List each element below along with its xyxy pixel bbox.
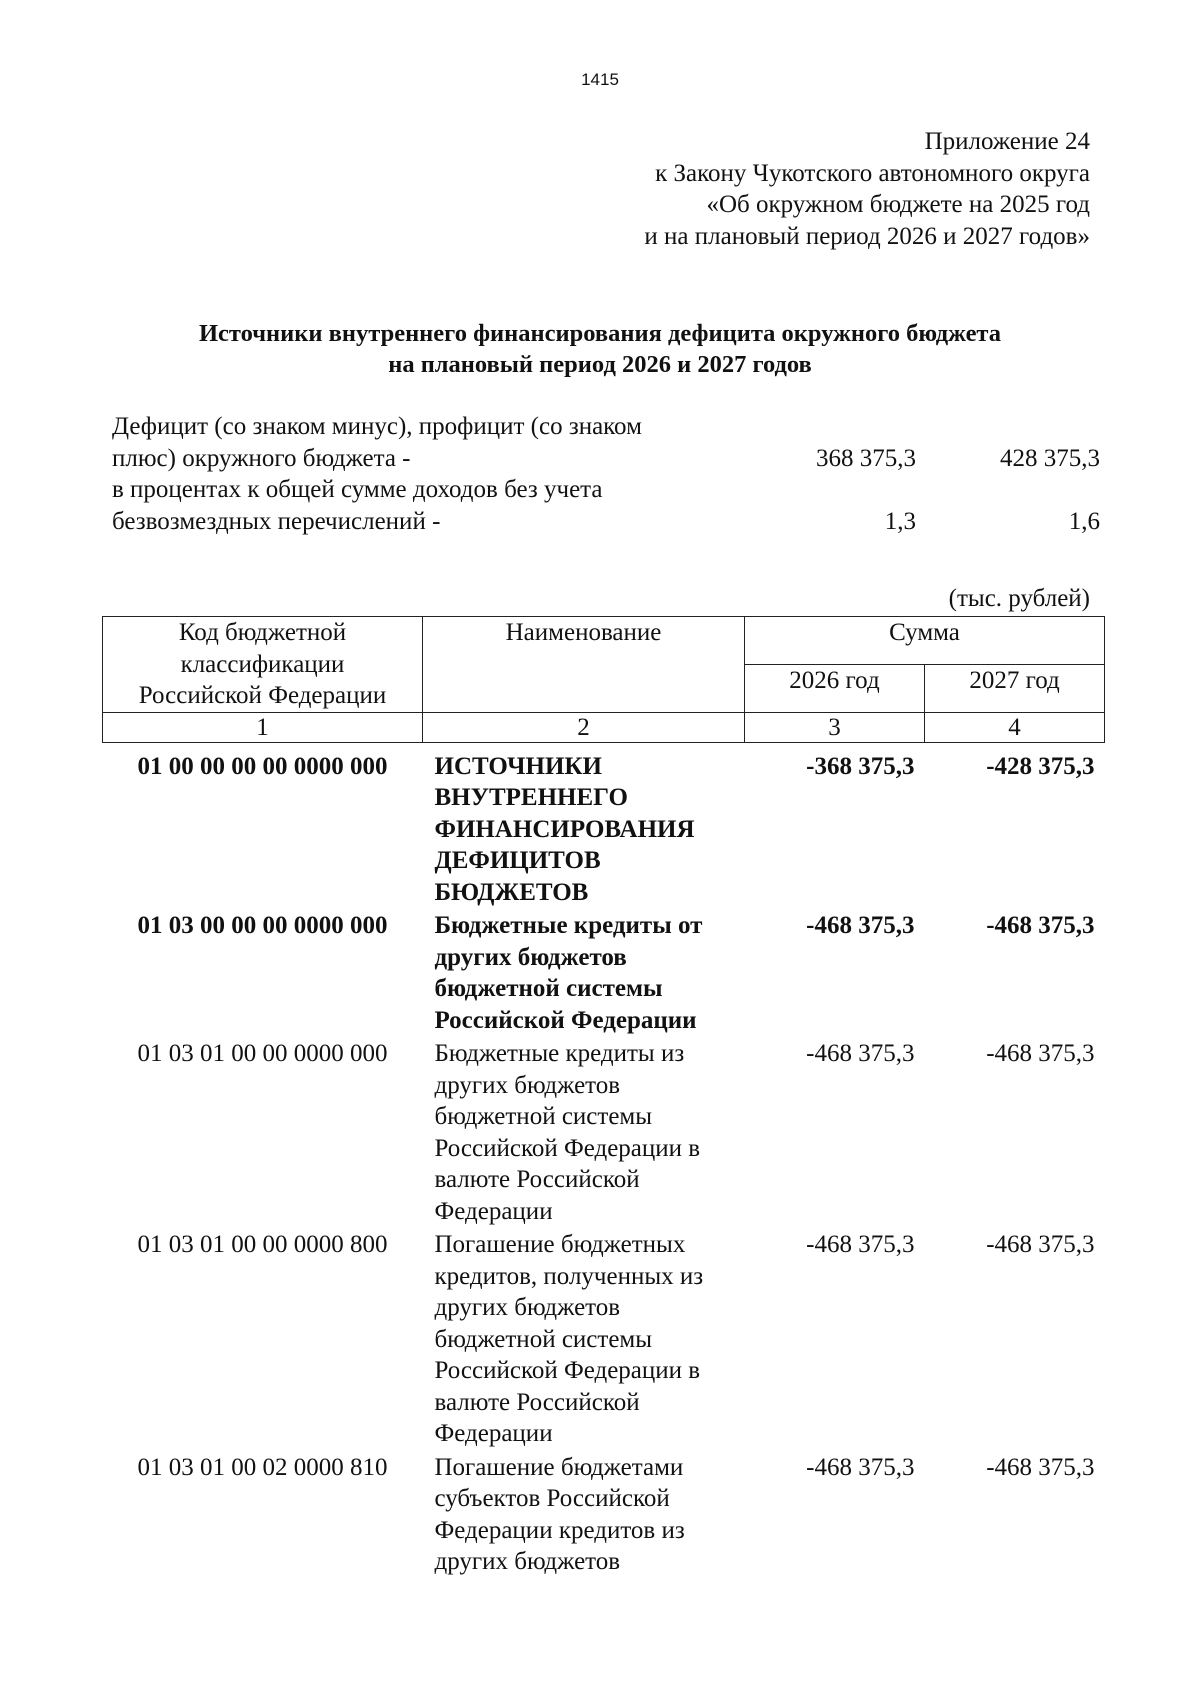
column-number: 3 <box>745 712 925 742</box>
row-name-line: других бюджетов <box>434 943 627 971</box>
appendix-line: и на плановый период 2026 и 2027 годов» <box>644 222 1090 250</box>
row-name <box>423 1450 745 1578</box>
row-value-2026: -468 375,3 <box>806 1231 915 1258</box>
row-name-line: ИСТОЧНИКИ <box>434 752 602 780</box>
percent-value-2027: 1,6 <box>1068 507 1100 535</box>
budget-sources-table <box>102 616 1105 1578</box>
table-row <box>103 1036 1105 1227</box>
row-name-line: БЮДЖЕТОВ <box>434 878 589 906</box>
row-value-2026: -468 375,3 <box>806 912 915 939</box>
row-name-line: кредитов, полученных из <box>434 1262 704 1290</box>
row-name-line: Погашение бюджетных <box>434 1231 686 1258</box>
deficit-value-2027: 428 375,3 <box>1000 444 1100 472</box>
header-code-line: Российской Федерации <box>138 682 387 709</box>
row-name-line: бюджетной системы <box>434 975 663 1002</box>
row-name-line: других бюджетов <box>434 1294 621 1321</box>
document-title <box>0 318 1200 380</box>
page-number: 1415 <box>581 70 619 89</box>
document-title-line: на плановый период 2026 и 2027 годов <box>388 351 812 378</box>
row-value-2026: -468 375,3 <box>806 1453 915 1481</box>
table-row <box>103 908 1105 1036</box>
deficit-label: Дефицит (со знаком минус), профицит (со знаком <box>112 413 642 440</box>
appendix-line: Приложение 24 <box>924 128 1090 155</box>
row-name-line: Федерации <box>434 1420 553 1447</box>
table-row <box>103 1450 1105 1578</box>
row-code: 01 03 01 00 00 0000 000 <box>137 1040 388 1067</box>
row-code: 01 00 00 00 00 0000 000 <box>137 752 388 780</box>
table-body <box>103 742 1105 1578</box>
appendix-header <box>390 126 1090 252</box>
header-sum: Сумма <box>745 617 1105 665</box>
appendix-line: к Закону Чукотского автономного округа <box>655 159 1090 187</box>
document-title-line: Источники внутреннего финансирования дефицита окружного бюджета <box>198 320 1002 347</box>
row-name-line: валюте Российской <box>434 1166 640 1193</box>
header-code <box>103 617 423 713</box>
row-name-line: Федерации <box>434 1197 553 1225</box>
row-name-line: Бюджетные кредиты из <box>434 1040 685 1067</box>
row-code: 01 03 01 00 00 0000 800 <box>137 1231 388 1258</box>
row-name-line: Российской Федерации в <box>434 1134 701 1162</box>
row-value-2027: -468 375,3 <box>986 1040 1095 1067</box>
row-name-line: Погашение бюджетами <box>434 1453 684 1481</box>
row-name-line: валюте Российской <box>434 1388 640 1416</box>
row-name-line: Российской Федерации <box>434 1006 697 1034</box>
percent-value-2026: 1,3 <box>884 507 916 535</box>
header-code-line: классификации <box>180 650 345 678</box>
percent-label: в процентах к общей сумме доходов без учета <box>112 476 603 503</box>
row-name-line: ФИНАНСИРОВАНИЯ <box>434 815 695 843</box>
row-name-line: бюджетной системы <box>434 1325 653 1353</box>
column-number: 1 <box>103 712 423 742</box>
units-label: (тыс. рублей) <box>948 585 1090 612</box>
percent-row <box>112 506 1100 538</box>
row-value-2026: -468 375,3 <box>806 1040 915 1067</box>
row-name-line: других бюджетов <box>434 1071 621 1099</box>
row-name <box>423 1036 745 1227</box>
header-name: Наименование <box>423 617 745 713</box>
deficit-summary <box>112 411 1100 537</box>
deficit-row <box>112 411 1100 443</box>
row-name-line: Бюджетные кредиты от <box>434 912 703 939</box>
header-code-line: Код бюджетной <box>178 619 347 646</box>
row-value-2026: -368 375,3 <box>806 752 915 780</box>
row-name-line: ДЕФИЦИТОВ <box>434 847 601 874</box>
row-name-line: ВНУТРЕННЕГО <box>434 784 628 811</box>
percent-row <box>112 474 1100 506</box>
column-number: 2 <box>423 712 745 742</box>
row-value-2027: -428 375,3 <box>986 752 1095 780</box>
deficit-value-2026: 368 375,3 <box>816 444 916 472</box>
appendix-line: «Об окружном бюджете на 2025 год <box>706 191 1090 218</box>
row-name-line: Федерации кредитов из <box>434 1516 685 1544</box>
deficit-row <box>112 443 1100 475</box>
header-2027: 2027 год <box>925 664 1105 712</box>
row-value-2027: -468 375,3 <box>986 1231 1095 1258</box>
row-code: 01 03 00 00 00 0000 000 <box>137 912 388 939</box>
row-name-line: субъектов Российской <box>434 1485 670 1512</box>
row-name <box>423 742 745 908</box>
column-number: 4 <box>925 712 1105 742</box>
row-name <box>423 1227 745 1450</box>
percent-label: безвозмездных перечислений - <box>112 507 441 535</box>
row-name <box>423 908 745 1036</box>
table-row <box>103 742 1105 908</box>
row-value-2027: -468 375,3 <box>986 912 1095 939</box>
row-value-2027: -468 375,3 <box>986 1453 1095 1481</box>
header-2026: 2026 год <box>745 664 925 712</box>
row-code: 01 03 01 00 02 0000 810 <box>137 1453 388 1481</box>
row-name-line: Российской Федерации в <box>434 1357 701 1384</box>
row-name-line: других бюджетов <box>434 1548 621 1575</box>
deficit-label: плюс) окружного бюджета - <box>112 444 411 472</box>
row-name-line: бюджетной системы <box>434 1103 653 1130</box>
table-row <box>103 1227 1105 1450</box>
